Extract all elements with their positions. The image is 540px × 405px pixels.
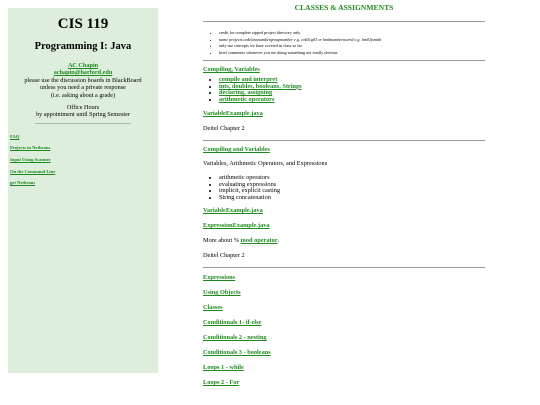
section-link-compiling-variables[interactable]: Compiling, Variables [203, 66, 260, 74]
notes-list [203, 30, 485, 56]
example-link-variable-2[interactable]: VariableExample.java [203, 207, 263, 215]
mod-operator-text: More about % mod operator. [203, 237, 280, 245]
note-item: • brief comments whenever you are doing something not totally obvious [219, 50, 485, 57]
topic-link[interactable]: declaring, assigning [219, 89, 273, 97]
divider [203, 140, 485, 141]
lesson-link-conditionals-3[interactable]: Conditionals 3 - booleans [203, 349, 271, 357]
example-link-expression[interactable]: ExpressionExample.java [203, 222, 270, 230]
divider [203, 21, 485, 22]
concept-item: • implicit, explicit casting [219, 188, 485, 195]
contact-line: (i.e. asking about a grade) [50, 91, 116, 99]
page-title: CLASSES & ASSIGNMENTS [294, 3, 394, 12]
instructor-email-link[interactable]: achapin@harford.edu [53, 69, 113, 77]
sidebar-link-faq[interactable]: FAQ [10, 133, 20, 139]
note-item: • name projects cnkclassnumbergroupnumber e.g. cvk01g03 or lnnknumberuserid e.g. lnn01jsmith [219, 37, 485, 44]
instructor-name-link[interactable]: AC Chapin [67, 62, 99, 69]
divider [203, 60, 485, 61]
lesson-link-using-objects[interactable]: Using Objects [203, 289, 241, 297]
topic-list [203, 77, 485, 103]
sidebar-divider [35, 123, 131, 124]
lesson-link-loops-2[interactable]: Loops 2 - For [203, 379, 240, 387]
contact-line: unless you need a private response [40, 84, 126, 92]
sidebar-link-projects-netbeans[interactable]: Projects in Netbeans [10, 145, 51, 151]
sidebar-link-get-netbeans[interactable]: get Netbeans [10, 180, 36, 186]
mod-operator-link[interactable]: mod operator [240, 237, 278, 245]
concept-item: • String concatenation [219, 195, 485, 202]
lesson-link-loops-1[interactable]: Loops 1 - while [203, 364, 244, 372]
lesson-link-classes[interactable]: Classes [203, 304, 223, 312]
reading-text: Deitel Chapter 2 [203, 252, 245, 260]
office-hours-title: Office Hours [66, 104, 100, 112]
lesson-link-conditionals-1[interactable]: Conditionals 1- if-else [203, 319, 262, 327]
section-link-compiling-and-variables[interactable]: Compiling and Variables [203, 146, 270, 154]
sidebar [8, 8, 158, 373]
office-hours-text: by appointment until Spring Semester [36, 111, 130, 119]
contact-line: please use the discussion boards in BlackBoard [24, 76, 142, 84]
course-name: Programming I: Java [34, 41, 132, 52]
sidebar-link-command-line[interactable]: On the Command Line [10, 168, 56, 174]
topic-link[interactable]: compile and interpret [219, 76, 278, 84]
course-code: CIS 119 [57, 16, 109, 32]
example-link-variable[interactable]: VariableExample.java [203, 110, 263, 118]
lesson-link-expressions[interactable]: Expressions [203, 274, 236, 282]
section-intro-text: Variables, Arithmetic Operators, and Expressions [203, 160, 328, 168]
note-item: • only use concepts we have covered in class so far [219, 43, 485, 50]
main-content [203, 3, 485, 387]
sidebar-link-input-scanner[interactable]: Input Using Scanner [10, 157, 51, 163]
concept-item: • evaluating expressions [219, 182, 485, 189]
note-item: • credit for complete zipped project directory only [219, 30, 485, 37]
lesson-link-conditionals-2[interactable]: Conditionals 2 - nesting [203, 334, 267, 342]
divider [203, 267, 485, 268]
reading-text: Deitel Chapter 2 [203, 125, 245, 133]
concept-list [203, 175, 485, 201]
concept-item: • arithmetic operators [219, 175, 485, 182]
topic-link[interactable]: ints, doubles, booleans, Strings [219, 82, 302, 90]
topic-link[interactable]: arithmetic operators [219, 95, 275, 103]
